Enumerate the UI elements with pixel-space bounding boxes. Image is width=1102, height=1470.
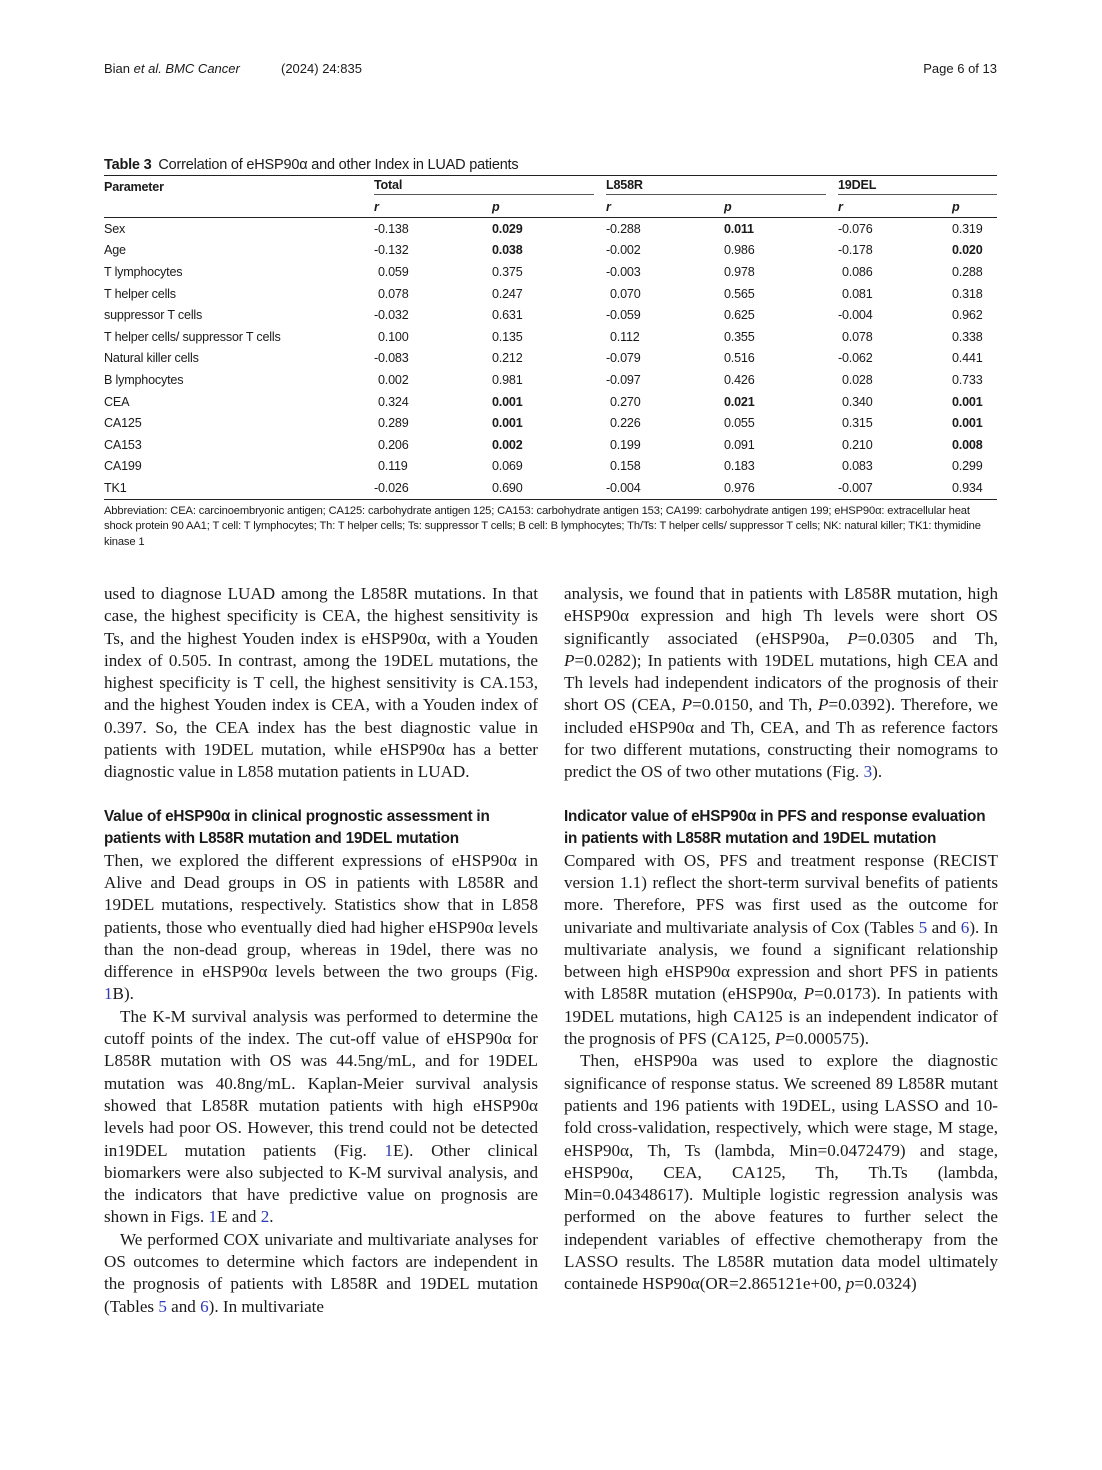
subheader-p: p — [952, 197, 997, 218]
p-value-cell: 0.733 — [952, 372, 983, 387]
p-value-cell: 0.183 — [724, 459, 755, 474]
group-header-total: Total — [374, 176, 606, 198]
parameter-cell: T helper cells/ suppressor T cells — [104, 329, 281, 344]
r-value-cell: -0.004 — [838, 308, 873, 323]
r-value-cell: 0.070 — [610, 286, 641, 301]
subheader-r: r — [838, 197, 952, 218]
p-value-cell: 0.690 — [492, 477, 606, 499]
p-value-cell: 0.426 — [724, 372, 755, 387]
p-value-cell: 0.001 — [952, 416, 983, 431]
p-value-cell: 0.029 — [492, 221, 523, 236]
running-head-citation: (2024) 24:835 — [281, 61, 362, 76]
table-row — [104, 218, 997, 240]
r-value-cell: 0.315 — [842, 416, 873, 431]
paragraph: The K-M survival analysis was performed to determine the cutoff points of the index. The cut-off value of eHSP90α for L858R mutation with OS was 44.5ng/mL, and for 19DEL mutation was 40.8ng/mL. Kaplan-Meier survival analysis showed that L858R mutation patients with high eHSP90α levels had poor OS. However, this trend could not be detected in19DEL mutation patients (Fig. 1E). Other clinical biomarkers were also subjected to K-M survival analysis, and the indicators that have predictive value on prognosis are shown in Figs. 1E and 2. — [104, 1006, 538, 1227]
r-value-cell: -0.026 — [374, 477, 492, 499]
table-link[interactable]: 6 — [200, 1296, 209, 1316]
table-row — [104, 240, 997, 262]
table-row — [104, 412, 997, 434]
r-value-cell: 0.100 — [378, 329, 409, 344]
table-group-header-row — [104, 176, 997, 198]
section-heading: Value of eHSP90α in clinical prognostic assessment in patients with L858R mutation and 19DEL mutation — [104, 807, 490, 847]
p-value-cell: 0.441 — [952, 351, 983, 366]
table-3 — [104, 157, 997, 550]
r-value-cell: 0.002 — [378, 372, 409, 387]
running-head — [104, 61, 997, 81]
table-row — [104, 391, 997, 413]
table-row — [104, 283, 997, 305]
r-value-cell: 0.210 — [842, 437, 873, 452]
table-body — [104, 218, 997, 500]
r-value-cell: -0.059 — [606, 308, 641, 323]
r-value-cell: 0.340 — [842, 394, 873, 409]
r-value-cell: 0.324 — [378, 394, 409, 409]
r-value-cell: 0.158 — [610, 459, 641, 474]
r-value-cell: -0.004 — [606, 477, 724, 499]
subheader-p: p — [492, 197, 606, 218]
table-link[interactable]: 5 — [918, 917, 928, 937]
p-value-cell: 0.069 — [492, 459, 523, 474]
parameter-cell: TK1 — [104, 477, 374, 499]
r-value-cell: 0.206 — [378, 437, 409, 452]
subheader-r: r — [374, 197, 492, 218]
parameter-cell: B lymphocytes — [104, 372, 184, 387]
r-value-cell: -0.138 — [374, 221, 409, 236]
r-value-cell: 0.086 — [842, 264, 873, 279]
p-value-cell: 0.516 — [724, 351, 755, 366]
r-value-cell: -0.083 — [374, 351, 409, 366]
r-value-cell: 0.081 — [842, 286, 873, 301]
p-value-cell: 0.021 — [724, 394, 755, 409]
parameter-cell: Age — [104, 243, 126, 258]
table-row — [104, 369, 997, 391]
p-value-cell: 0.976 — [724, 477, 838, 499]
p-value-cell: 0.135 — [492, 329, 523, 344]
parameter-cell: Natural killer cells — [104, 351, 199, 366]
p-value-cell: 0.002 — [492, 437, 523, 452]
p-value-cell: 0.038 — [492, 243, 523, 258]
parameter-cell: Sex — [104, 221, 126, 236]
r-value-cell: 0.199 — [610, 437, 641, 452]
left-column — [104, 583, 538, 1318]
table-label: Table 3 — [104, 157, 152, 173]
table-row — [104, 434, 997, 456]
subheader-p: p — [724, 197, 838, 218]
r-value-cell: 0.289 — [378, 416, 409, 431]
parameter-cell: CA125 — [104, 416, 142, 431]
table-row — [104, 261, 997, 283]
param-header: Parameter — [104, 176, 374, 198]
p-value-cell: 0.981 — [492, 372, 523, 387]
r-value-cell: -0.076 — [838, 221, 873, 236]
paragraph: used to diagnose LUAD among the L858R mutations. In that case, the highest specificity is CEA, the highest sensitivity is Ts, and the highest Youden index is eHSP90α, with a Youden index of 0.505. In contrast, among the 19DEL mutations, the highest specificity is T cell, the highest sensitivity is CA.153, and the highest Youden index is CEA, with a Youden index of 0.397. So, the CEA index has the best diagnostic value in patients with 19DEL mutation, while eHSP90α has a better diagnostic value in L858 mutation patients in LUAD. — [104, 584, 538, 782]
p-value-cell: 0.962 — [952, 308, 983, 323]
table-row — [104, 326, 997, 348]
r-value-cell: 0.226 — [610, 416, 641, 431]
r-value-cell: -0.062 — [838, 351, 873, 366]
parameter-cell: CA199 — [104, 459, 142, 474]
p-value-cell: 0.978 — [724, 264, 755, 279]
paragraph: We performed COX univariate and multivariate analyses for OS outcomes to determine which factors are independent in the prognosis of patients with L858R and 19DEL mutation (Tables 5 and 6). In multivariate — [104, 1229, 538, 1316]
table-row — [104, 348, 997, 370]
r-value-cell: 0.270 — [610, 394, 641, 409]
right-column — [564, 583, 998, 1296]
p-value-cell: 0.247 — [492, 286, 523, 301]
p-value-cell: 0.631 — [492, 308, 523, 323]
section-heading: Indicator value of eHSP90α in PFS and response evaluation in patients with L858R mutation and 19DEL mutation — [564, 807, 986, 847]
p-value-cell: 0.625 — [724, 308, 755, 323]
table-row — [104, 456, 997, 478]
p-value-cell: 0.001 — [492, 416, 523, 431]
r-value-cell: -0.079 — [606, 351, 641, 366]
p-value-cell: 0.212 — [492, 351, 523, 366]
p-value-cell: 0.001 — [492, 394, 523, 409]
p-value-cell: 0.288 — [952, 264, 983, 279]
table-caption-text: Correlation of eHSP90α and other Index in LUAD patients — [158, 157, 519, 173]
r-value-cell: 0.112 — [610, 329, 640, 344]
p-value-cell: 0.020 — [952, 243, 983, 258]
group-header-l858r: L858R — [606, 176, 838, 198]
p-value-cell: 0.565 — [724, 286, 755, 301]
figure-link[interactable]: 1 — [104, 984, 113, 1004]
table-caption — [104, 157, 997, 173]
p-value-cell: 0.008 — [952, 437, 983, 452]
p-value-cell: 0.011 — [724, 221, 754, 236]
p-value-cell: 0.934 — [952, 477, 997, 499]
parameter-cell: T helper cells — [104, 286, 176, 301]
paragraph: analysis, we found that in patients with L858R mutation, high eHSP90α expression and high Th levels were short OS significantly associated (eHSP90a, P=0.0305 and Th, P=0.0282); In patients with 19DEL mutations, high CEA and Th levels had independent indicators of the prognosis of their short OS (CEA, P=0.0150, and Th, P=0.0392). Therefore, we included eHSP90α and Th, CEA, and Th as reference factors for two different mutations, constructing their nomograms to predict the OS of two other mutations (Fig. 3). — [564, 584, 998, 782]
table-footnote: Abbreviation: CEA: carcinoembryonic antigen; CA125: carbohydrate antigen 125; CA153: carbohydrate antigen 153; CA199: carbohydrate antigen 199; eHSP90α: extracellular heat shock protein 90 AA1; T cell: T lymphocytes; Th: T helper cells; Ts: suppressor T cells; B cell: B lymphocytes; Th/Ts: T helper cells/ suppressor T cells; NK: natural killer; TK1: thymidine kinase 1 — [104, 504, 981, 548]
table-link[interactable]: 6 — [960, 917, 970, 937]
r-value-cell: 0.119 — [378, 459, 408, 474]
p-value-cell: 0.001 — [952, 394, 983, 409]
figure-link[interactable]: 1 — [208, 1207, 218, 1227]
correlation-table — [104, 175, 997, 500]
running-head-authors: Bian et al. BMC Cancer — [104, 61, 240, 76]
parameter-cell: CA153 — [104, 437, 142, 452]
paragraph: Then, we explored the different expressions of eHSP90α in Alive and Dead groups in OS in patients with L858R and 19DEL mutations, respectively. Statistics show that in L858 patients, those who eventually died had higher eHSP90α levels than the non-dead group, whereas in 19del, there was no difference in eHSP90α levels between the two groups (Fig. 1B). — [104, 850, 538, 1004]
table-row — [104, 477, 997, 499]
figure-link[interactable]: 3 — [863, 762, 873, 782]
r-value-cell: 0.028 — [842, 372, 873, 387]
subheader-r: r — [606, 197, 724, 218]
parameter-cell: suppressor T cells — [104, 308, 203, 323]
p-value-cell: 0.055 — [724, 416, 755, 431]
r-value-cell: -0.032 — [374, 308, 409, 323]
r-value-cell: 0.078 — [842, 329, 873, 344]
parameter-cell: T lymphocytes — [104, 264, 183, 279]
p-value-cell: 0.299 — [952, 459, 983, 474]
r-value-cell: 0.059 — [378, 264, 409, 279]
r-value-cell: 0.083 — [842, 459, 873, 474]
r-value-cell: -0.003 — [606, 264, 641, 279]
group-header-19del: 19DEL — [838, 176, 997, 198]
r-value-cell: -0.288 — [606, 221, 641, 236]
table-row — [104, 304, 997, 326]
page-number: Page 6 of 13 — [923, 61, 997, 76]
p-value-cell: 0.319 — [952, 221, 983, 236]
r-value-cell: -0.132 — [374, 243, 409, 258]
p-value-cell: 0.986 — [724, 243, 755, 258]
p-value-cell: 0.355 — [724, 329, 755, 344]
p-value-cell: 0.318 — [952, 286, 983, 301]
table-link[interactable]: 5 — [158, 1296, 167, 1316]
r-value-cell: -0.178 — [838, 243, 873, 258]
figure-link[interactable]: 1 — [384, 1140, 393, 1160]
parameter-cell: CEA — [104, 394, 130, 409]
p-value-cell: 0.338 — [952, 329, 983, 344]
paragraph: Then, eHSP90a was used to explore the diagnostic significance of response status. We screened 89 L858R mutant patients and 196 patients with 19DEL, using LASSO and 10-fold cross-validation, respectively, which were stage, M stage, eHSP90α, Th, Ts (lambda, Min=0.0472479) and stage, eHSP90α, CEA, CA125, Th, Th.Ts (lambda, Min=0.04348617). Multiple logistic regression analysis was performed on the above features to further select the independent variables of effective chemotherapy from the LASSO results. The L858R mutation data model ultimately containede HSP90α(OR=2.865121e+00, p=0.0324) — [564, 1051, 998, 1294]
figure-link[interactable]: 2 — [260, 1207, 270, 1227]
table-subheader-row — [104, 197, 997, 218]
r-value-cell: -0.007 — [838, 477, 952, 499]
r-value-cell: 0.078 — [378, 286, 409, 301]
p-value-cell: 0.091 — [724, 437, 755, 452]
r-value-cell: -0.097 — [606, 372, 641, 387]
paragraph: Compared with OS, PFS and treatment response (RECIST version 1.1) reflect the short-term survival benefits of patients more. Therefore, PFS was first used as the outcome for univariate and multivariate analysis of Cox (Tables 5 and 6). In multivariate analysis, we found a significant relationship between high eHSP90α expression and short PFS in patients with L858R mutation (eHSP90α, P=0.0173). In patients with 19DEL mutations, high CA125 is an independent indicator of the prognosis of PFS (CA125, P=0.000575). — [564, 850, 998, 1049]
r-value-cell: -0.002 — [606, 243, 641, 258]
p-value-cell: 0.375 — [492, 264, 523, 279]
